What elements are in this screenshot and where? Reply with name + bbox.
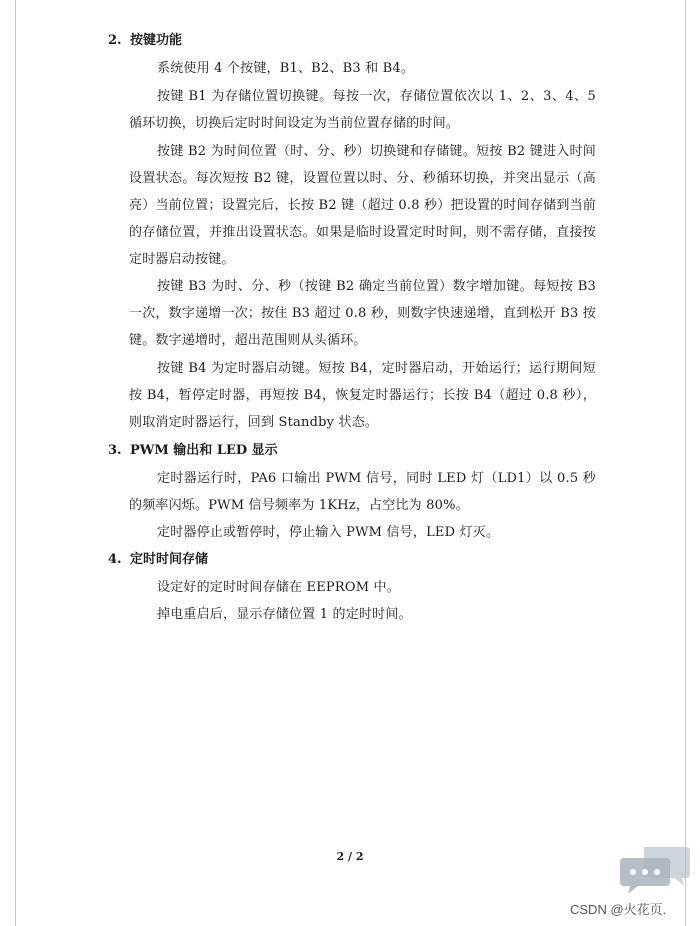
page-right-edge [685, 0, 686, 926]
section-heading [108, 31, 608, 51]
page-left-edge [15, 0, 16, 926]
speech-dot [630, 869, 636, 875]
section-heading [108, 550, 608, 570]
speech-bubble-icon[interactable] [620, 844, 692, 896]
paragraph: 定时器停止或暂停时，停止输入 PWM 信号，LED 灯灭。 [157, 525, 500, 540]
speech-dot [642, 869, 648, 875]
paragraph: 按键 B3 为时、分、秒（按键 B2 确定当前位置）数字增加键。每短按 B3 一次，数字递增一次；按住 B3 超过 0.8 秒，则数字快速递增，直到松开 B3 按键。数字递增时，超出范围则从头循环。 [129, 279, 596, 348]
section-title: 定时时间存储 [130, 552, 209, 567]
section-number: 2. [108, 33, 122, 48]
paragraph: 按键 B2 为时间位置（时、分、秒）切换键和存储键。短按 B2 键进入时间设置状态。每次短按 B2 键，设置位置以时、分、秒循环切换，并突出显示（高亮）当前位置；设置完后，长按 B2 键（超过 0.8 秒）把设置的时间存储到当前的存储位置，并推出设置状态。如果是临时设置定时时间，则不需存储，直接按定时器启动按键。 [129, 144, 596, 267]
paragraph: 定时器运行时，PA6 口输出 PWM 信号，同时 LED 灯（LD1）以 0.5 秒的频率闪烁。PWM 信号频率为 1KHz，占空比为 80%。 [129, 471, 596, 513]
paragraph: 按键 B1 为存储位置切换键。每按一次，存储位置依次以 1、2、3、4、5 循环切换，切换后定时时间设定为当前位置存储的时间。 [129, 89, 596, 131]
section-title: 按键功能 [130, 33, 183, 48]
paragraph: 系统使用 4 个按键，B1、B2、B3 和 B4。 [157, 61, 415, 76]
watermark: CSDN @火花页. [570, 902, 667, 917]
speech-bubble-front [620, 858, 670, 894]
section-number: 3. [108, 443, 122, 458]
paragraph: 设定好的定时时间存储在 EEPROM 中。 [157, 580, 400, 595]
paragraph: 按键 B4 为定时器启动键。短按 B4，定时器启动，开始运行；运行期间短按 B4，暂停定时器，再短按 B4，恢复定时器运行；长按 B4（超过 0.8 秒），则取消定时器运行，回到 Standby 状态。 [129, 361, 596, 430]
section-number: 4. [108, 552, 122, 567]
section-heading [108, 441, 608, 461]
speech-dot [654, 869, 660, 875]
page-number: 2 / 2 [336, 850, 364, 863]
paragraph: 掉电重启后，显示存储位置 1 的定时时间。 [157, 607, 412, 622]
section-title: PWM 输出和 LED 显示 [130, 443, 278, 458]
